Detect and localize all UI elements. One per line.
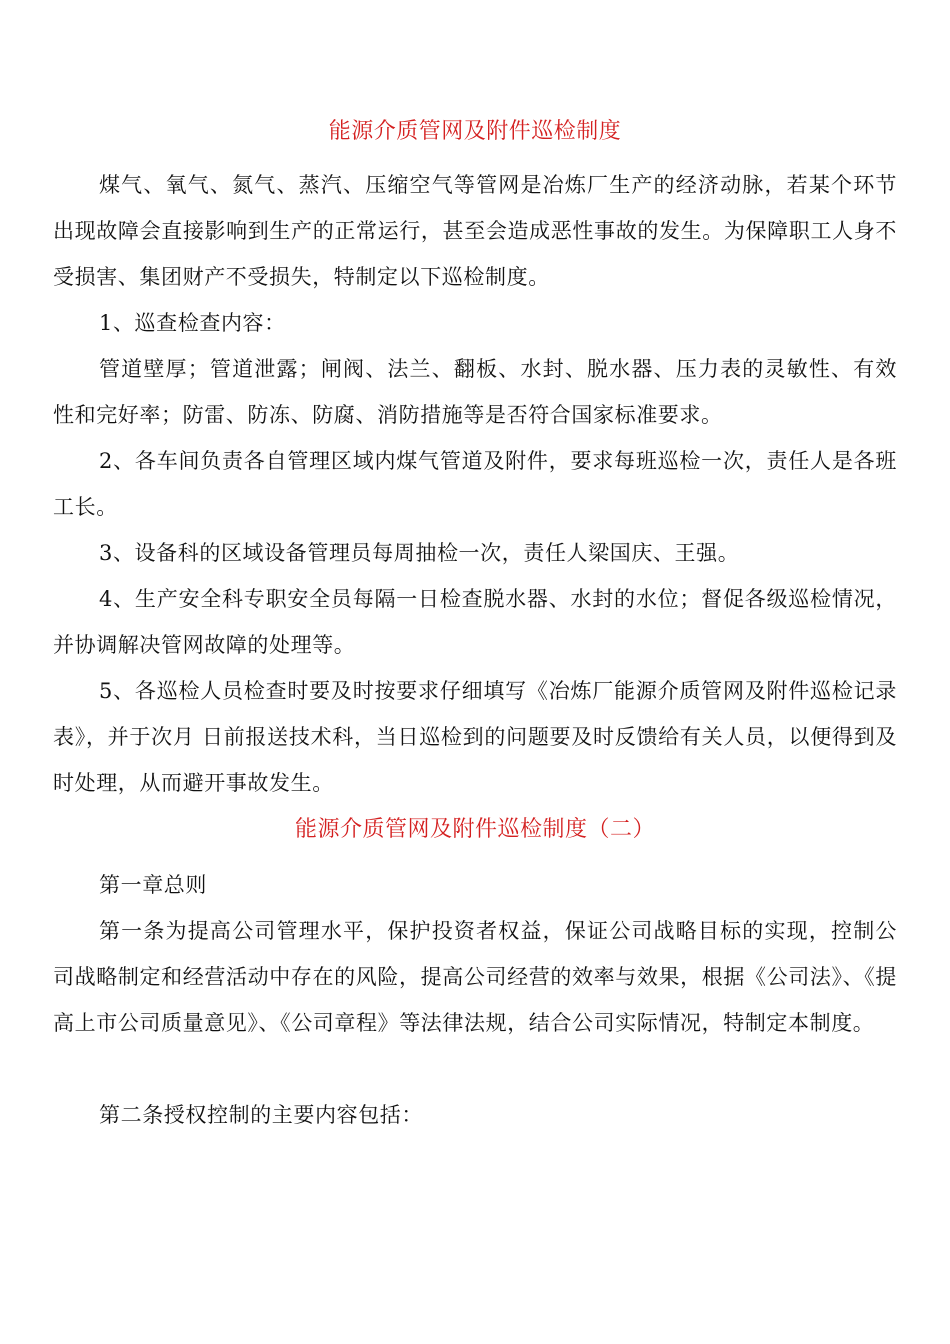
second-title: 能源介质管网及附件巡检制度（二） [294,817,655,842]
item-5-paragraph: 5、各巡检人员检查时要及时按要求仔细填写《冶炼厂能源介质管网及附件巡检记录表》，并于次月 日前报送技术科，当日巡检到的问题要及时反馈给有关人员，以便得到及时处理，从而避开事故发生。 [53,679,897,795]
item-2-paragraph: 2、各车间负责各自管理区域内煤气管道及附件，要求每班巡检一次，责任人是各班工长。 [53,449,897,519]
article-2-paragraph: 第二条授权控制的主要内容包括： [99,1103,423,1127]
document-title: 能源介质管网及附件巡检制度 [328,119,622,144]
item-4-paragraph: 4、生产安全科专职安全员每隔一日检查脱水器、水封的水位；督促各级巡检情况，并协调解决管网故障的处理等。 [53,587,897,657]
item-3-paragraph: 3、设备科的区域设备管理员每周抽检一次，责任人梁国庆、王强。 [99,541,740,565]
intro-paragraph: 煤气、氧气、氮气、蒸汽、压缩空气等管网是冶炼厂生产的经济动脉，若某个环节出现故障会直接影响到生产的正常运行，甚至会造成恶性事故的发生。为保障职工人身不受损害、集团财产不受损失，特制定以下巡检制度。 [53,173,897,289]
item-1-heading: 1、巡查检查内容： [99,311,286,335]
chapter-heading: 第一章总则 [99,873,207,897]
item-1-body: 管道壁厚；管道泄露；闸阀、法兰、翻板、水封、脱水器、压力表的灵敏性、有效性和完好率；防雷、防冻、防腐、消防措施等是否符合国家标准要求。 [53,357,897,427]
article-1-paragraph: 第一条为提高公司管理水平，保护投资者权益，保证公司战略目标的实现，控制公司战略制定和经营活动中存在的风险，提高公司经营的效率与效果，根据《公司法》、《提高上市公司质量意见》、《公司章程》等法律法规，结合公司实际情况，特制定本制度。 [53,919,897,1035]
